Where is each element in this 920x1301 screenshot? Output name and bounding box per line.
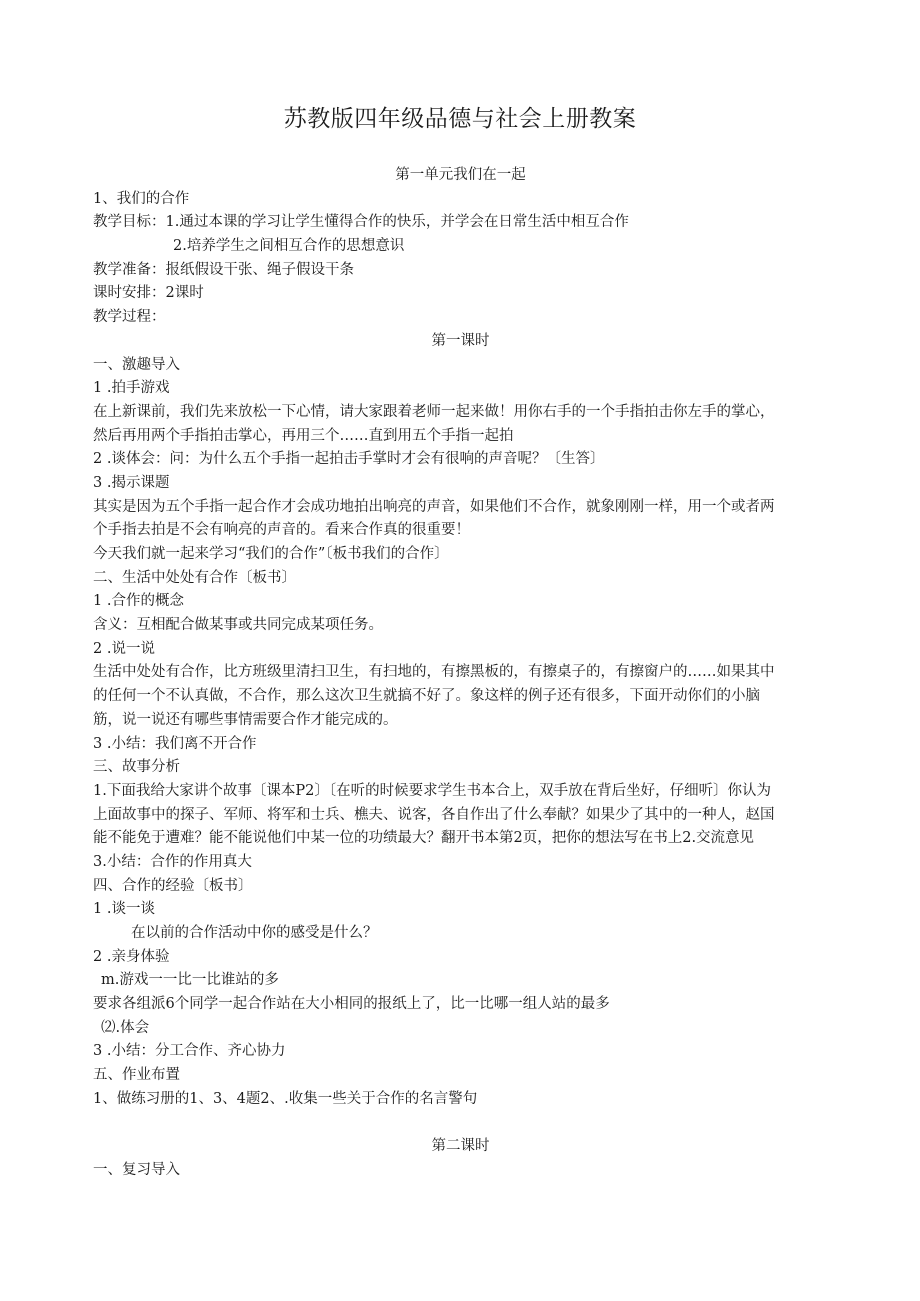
text-line: 2 .谈体会：问：为什么五个手指一起拍击手掌时才会有很响的声音呢？〔生答〕 [93, 451, 605, 468]
text-line: 要求各组派6个同学一起合作站在大小相同的报纸上了，比一比哪一组人站的最多 [93, 996, 610, 1013]
text-line: 今天我们就一起来学习“我们的合作”〔板书我们的合作〕 [93, 546, 449, 562]
text-line: 生活中处处有合作，比方班级里清扫卫生，有扫地的，有擦黑板的，有擦桌子的，有擦窗户的……如果其中 [93, 664, 775, 681]
period-heading: 第二课时 [431, 1138, 490, 1155]
document-body [93, 164, 828, 1183]
text-line: 教学过程： [93, 309, 166, 326]
text-line: 筋，说一说还有哪些事情需要合作才能完成的。 [93, 711, 398, 728]
section-heading: 一、激趣导入 [93, 356, 180, 373]
text-line: 2.培养学生之间相互合作的思想意识 [173, 238, 405, 255]
text-line: 1 .拍手游戏 [93, 380, 170, 397]
text-line: 1、做练习册的1、3、4题2、.收集一些关于合作的名言警句 [93, 1090, 478, 1107]
text-line: 教学目标：1.通过本课的学习让学生懂得合作的快乐，并学会在日常生活中相互合作 [93, 214, 629, 231]
text-line: 个手指去拍是不会有响亮的声音的。看来合作真的很重要！ [93, 522, 470, 539]
blank-line [93, 1112, 828, 1136]
document-title: 苏教版四年级品德与社会上册教案 [283, 106, 637, 132]
text-line: 含义：互相配合做某事或共同完成某项任务。 [93, 617, 383, 634]
section-heading: 二、生活中处处有合作〔板书〕 [93, 569, 296, 586]
text-line: 1 .谈一谈 [93, 901, 155, 918]
text-line: 1.下面我给大家讲个故事〔课本P2〕〔在听的时候要求学生书本合上，双手放在背后坐好，仔细听〕你认为 [93, 782, 772, 799]
text-line: 然后再用两个手指拍击掌心，再用三个……直到用五个手指一起拍 [93, 427, 514, 444]
text-line: 能不能免于遭难？能不能说他们中某一位的功绩最大？翻开书本第2页，把你的想法写在书上2.交流意见 [93, 830, 755, 847]
text-line: 1 .合作的概念 [93, 593, 184, 610]
text-line: 其实是因为五个手指一起合作才会成功地拍出响亮的声音，如果他们不合作，就象刚刚一样，用一个或者两 [93, 498, 775, 515]
text-line: 3 .小结：我们离不开合作 [93, 735, 257, 752]
section-heading: 五、作业布置 [93, 1067, 180, 1084]
text-line: 上面故事中的探子、军师、将军和士兵、樵夫、说客，各自作出了什么奉献？如果少了其中的一种人，赵国 [93, 806, 775, 823]
text-line: ⑵.体会 [101, 1019, 150, 1036]
text-line: 的任何一个不认真做，不合作，那么这次卫生就搞不好了。象这样的例子还有很多，下面开动你们的小脑 [93, 688, 760, 705]
text-line: 课时安排：2课时 [93, 285, 204, 302]
text-line: 3 .揭示课题 [93, 474, 170, 491]
section-heading: 三、故事分析 [93, 759, 180, 776]
text-line: 2 .亲身体验 [93, 948, 170, 965]
section-heading: 一、复习导入 [93, 1161, 180, 1178]
text-line: 在上新课前，我们先来放松一下心情，请大家跟着老师一起来做！用你右手的一个手指拍击你左手的掌心， [93, 403, 775, 420]
text-line: 2 .说一说 [93, 640, 155, 657]
text-line: 3.小结：合作的作用真大 [93, 853, 252, 870]
text-line: 教学准备：报纸假设干张、绳子假设干条 [93, 261, 354, 278]
text-line: 在以前的合作活动中你的感受是什么？ [131, 925, 378, 941]
lesson-title: 1、我们的合作 [93, 190, 190, 207]
period-heading: 第一课时 [431, 332, 490, 349]
text-line: m.游戏一一比一比谁站的多 [101, 972, 279, 989]
section-heading: 四、合作的经验〔板书〕 [93, 877, 253, 894]
unit-heading: 第一单元我们在一起 [395, 167, 526, 183]
text-line: 3 .小结：分工合作、齐心协力 [93, 1043, 286, 1060]
